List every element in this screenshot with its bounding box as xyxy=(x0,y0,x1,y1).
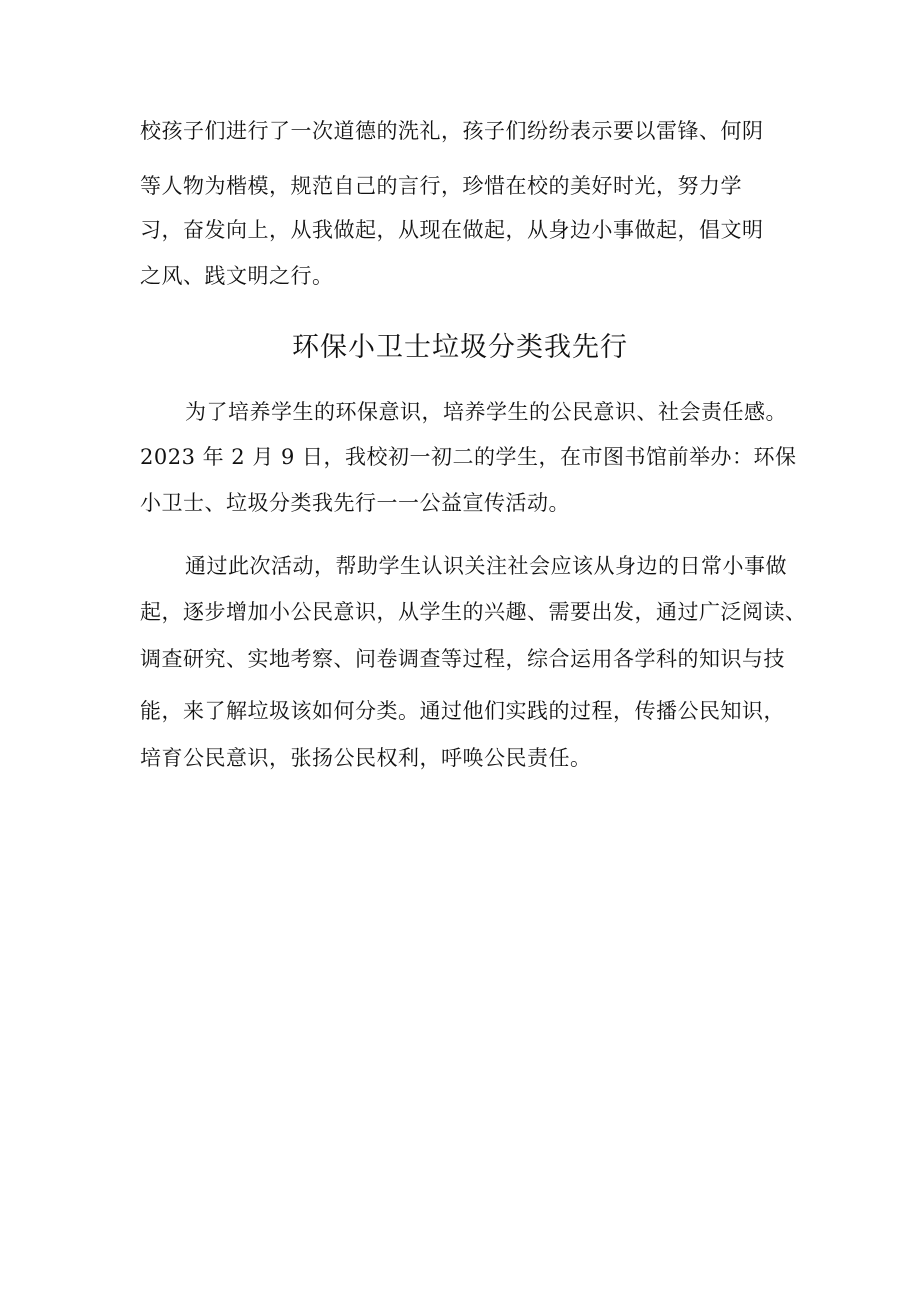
text-line: 之风、践文明之行。 xyxy=(140,264,334,288)
text-line: 能，来了解垃圾该如何分类。通过他们实践的过程，传播公民知识， xyxy=(140,699,785,723)
text-line: 等人物为楷模，规范自己的言行，珍惜在校的美好时光，努力学 xyxy=(140,174,742,198)
text-line: 校孩子们进行了一次道德的洗礼，孩子们纷纷表示要以雷锋、何阴 xyxy=(140,119,764,143)
text-line: 通过此次活动，帮助学生认识关注社会应该从身边的日常小事做 xyxy=(185,554,787,578)
text-line: 培育公民意识，张扬公民权利，呼唤公民责任。 xyxy=(140,746,592,770)
text-line: 为了培养学生的环保意识，培养学生的公民意识、社会责任感。 xyxy=(185,400,787,424)
text-line: 起，逐步增加小公民意识，从学生的兴趣、需要出发，通过广泛阅读、 xyxy=(140,600,807,624)
text-line: 习，奋发向上，从我做起，从现在做起，从身边小事做起，倡文明 xyxy=(140,218,764,242)
text-line: 调查研究、实地考察、问卷调查等过程，综合运用各学科的知识与技 xyxy=(140,647,785,671)
text-line: 小卫士、垃圾分类我先行一一公益宣传活动。 xyxy=(140,491,570,515)
article-title: 环保小卫士垃圾分类我先行 xyxy=(292,332,628,363)
text-line: 2023 年 2 月 9 日，我校初一初二的学生，在市图书馆前举办：环保 xyxy=(140,445,797,469)
